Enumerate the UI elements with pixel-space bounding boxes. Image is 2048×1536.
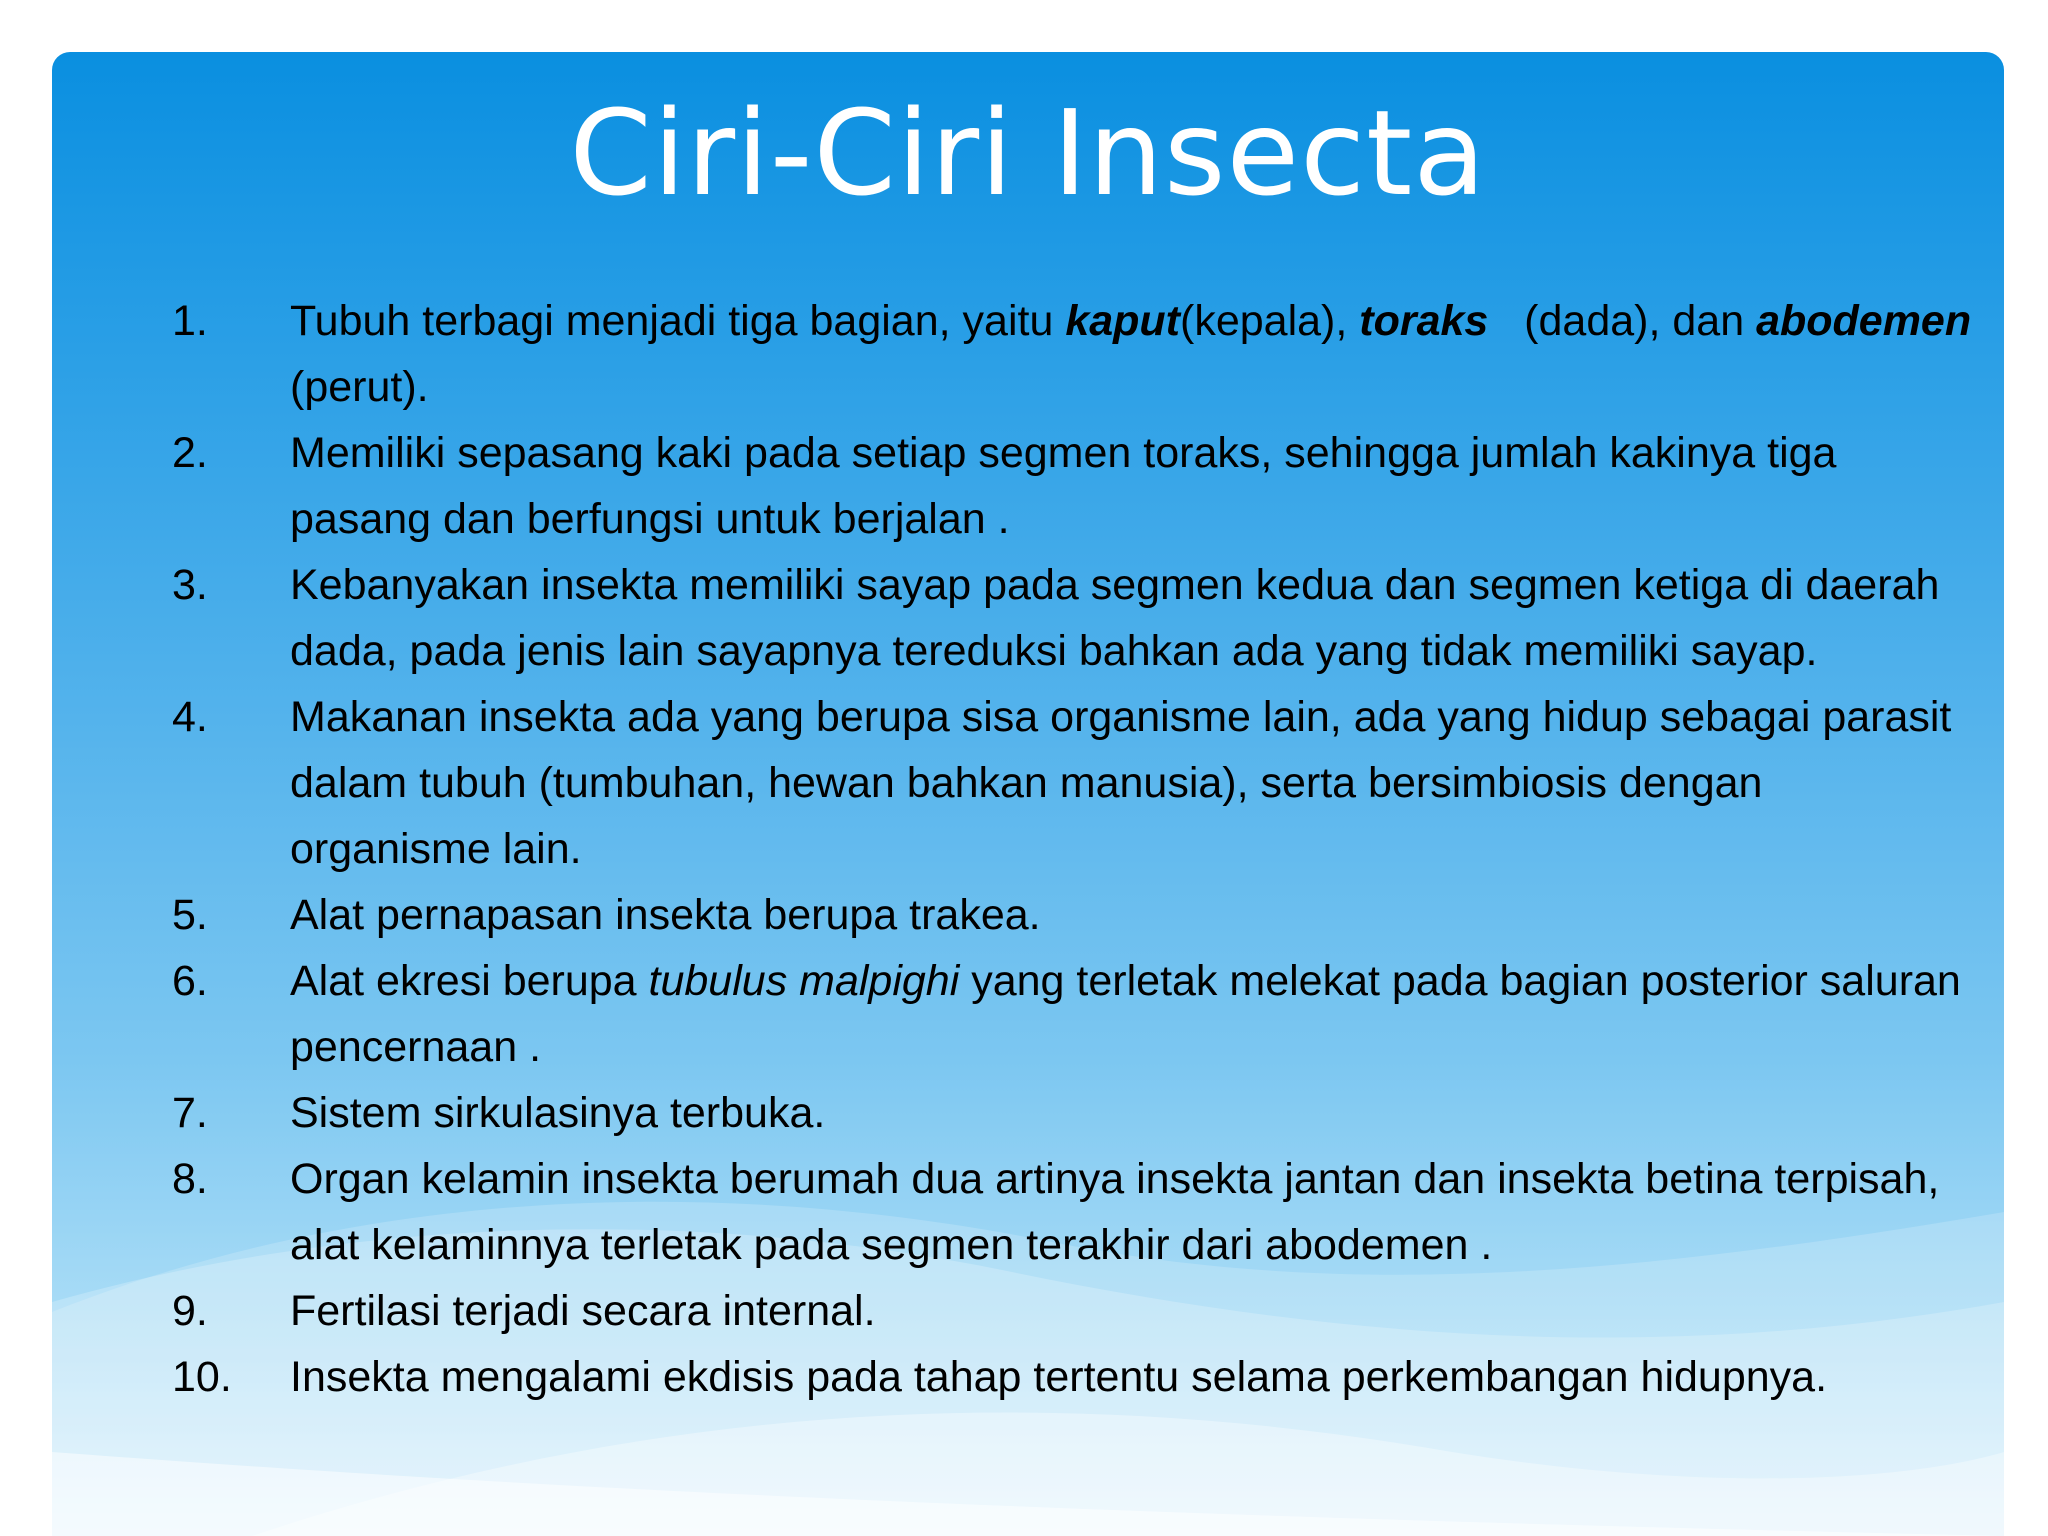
italic-term: tubulus malpighi <box>648 957 960 1005</box>
list-item-number: 1. <box>172 297 208 345</box>
list-item-number: 10. <box>172 1353 232 1401</box>
text-segment: yang terletak melekat pada bagian posterior saluran pencernaan . <box>290 957 1973 1071</box>
list-item-text <box>290 957 1973 1071</box>
list-item-text <box>290 1353 1827 1401</box>
list-item-text <box>290 1155 1951 1269</box>
list-item-number: 8. <box>172 1155 208 1203</box>
text-segment: Sistem sirkulasinya terbuka. <box>290 1089 826 1137</box>
list-item-text <box>290 891 1041 939</box>
text-segment: Memiliki sepasang kaki pada setiap segmen toraks, sehingga jumlah kakinya tiga pasang dan berfungsi untuk berjalan . <box>290 429 1849 543</box>
list-item-number: 9. <box>172 1287 208 1335</box>
list-item <box>172 420 1972 552</box>
list-item-text <box>290 561 1951 675</box>
text-segment: Organ kelamin insekta berumah dua artinya insekta jantan dan insekta betina terpisah, alat kelaminnya terletak pada segmen terakhir dari abodemen . <box>290 1155 1952 1269</box>
list-item-text <box>290 1089 825 1137</box>
list-item-number: 3. <box>172 561 208 609</box>
list-item <box>172 1344 1972 1410</box>
text-segment: Makanan insekta ada yang berupa sisa organisme lain, ada yang hidup sebagai parasit dalam tubuh (tumbuhan, hewan bahkan manusia), serta bersimbiosis dengan organisme lain. <box>290 693 1964 873</box>
slide-title: Ciri-Ciri Insecta <box>569 84 1487 222</box>
text-segment: Alat pernapasan insekta berupa trakea. <box>290 891 1041 939</box>
list-item <box>172 684 1972 882</box>
list-item <box>172 552 1972 684</box>
list-item-text <box>290 693 1963 873</box>
emphasis-term: toraks <box>1359 297 1489 345</box>
list-item <box>172 1146 1972 1278</box>
list-item-number: 2. <box>172 429 208 477</box>
list-item-text <box>290 1287 876 1335</box>
list-item-number: 7. <box>172 1089 208 1137</box>
text-segment: (dada), dan <box>1488 297 1757 345</box>
text-segment: Tubuh terbagi menjadi tiga bagian, yaitu <box>290 297 1066 345</box>
list-item-number: 4. <box>172 693 208 741</box>
text-segment: (kepala), <box>1180 297 1360 345</box>
list-item <box>172 882 1972 948</box>
list-item <box>172 1278 1972 1344</box>
characteristics-list <box>172 288 1984 1410</box>
emphasis-term: abodemen <box>1756 297 1972 345</box>
list-item <box>172 948 1972 1080</box>
text-segment: Fertilasi terjadi secara internal. <box>290 1287 876 1335</box>
list-item-text <box>290 297 1983 411</box>
list-item <box>172 1080 1972 1146</box>
bold-term <box>1756 297 1971 345</box>
text-segment: (perut). <box>290 297 1984 411</box>
list-item-number: 5. <box>172 891 208 939</box>
text-segment: Alat ekresi berupa <box>290 957 649 1005</box>
bold-term <box>1065 297 1180 345</box>
bold-term <box>1359 297 1488 345</box>
text-segment: Kebanyakan insekta memiliki sayap pada segmen kedua dan segmen ketiga di daerah dada, pada jenis lain sayapnya tereduksi bahkan ada yang tidak memiliki sayap. <box>290 561 1952 675</box>
list-item-number: 6. <box>172 957 208 1005</box>
list-item <box>172 288 1984 420</box>
list-item-text <box>290 429 1848 543</box>
emphasis-term: kaput <box>1065 297 1180 345</box>
text-segment: Insekta mengalami ekdisis pada tahap tertentu selama perkembangan hidupnya. <box>290 1353 1828 1401</box>
